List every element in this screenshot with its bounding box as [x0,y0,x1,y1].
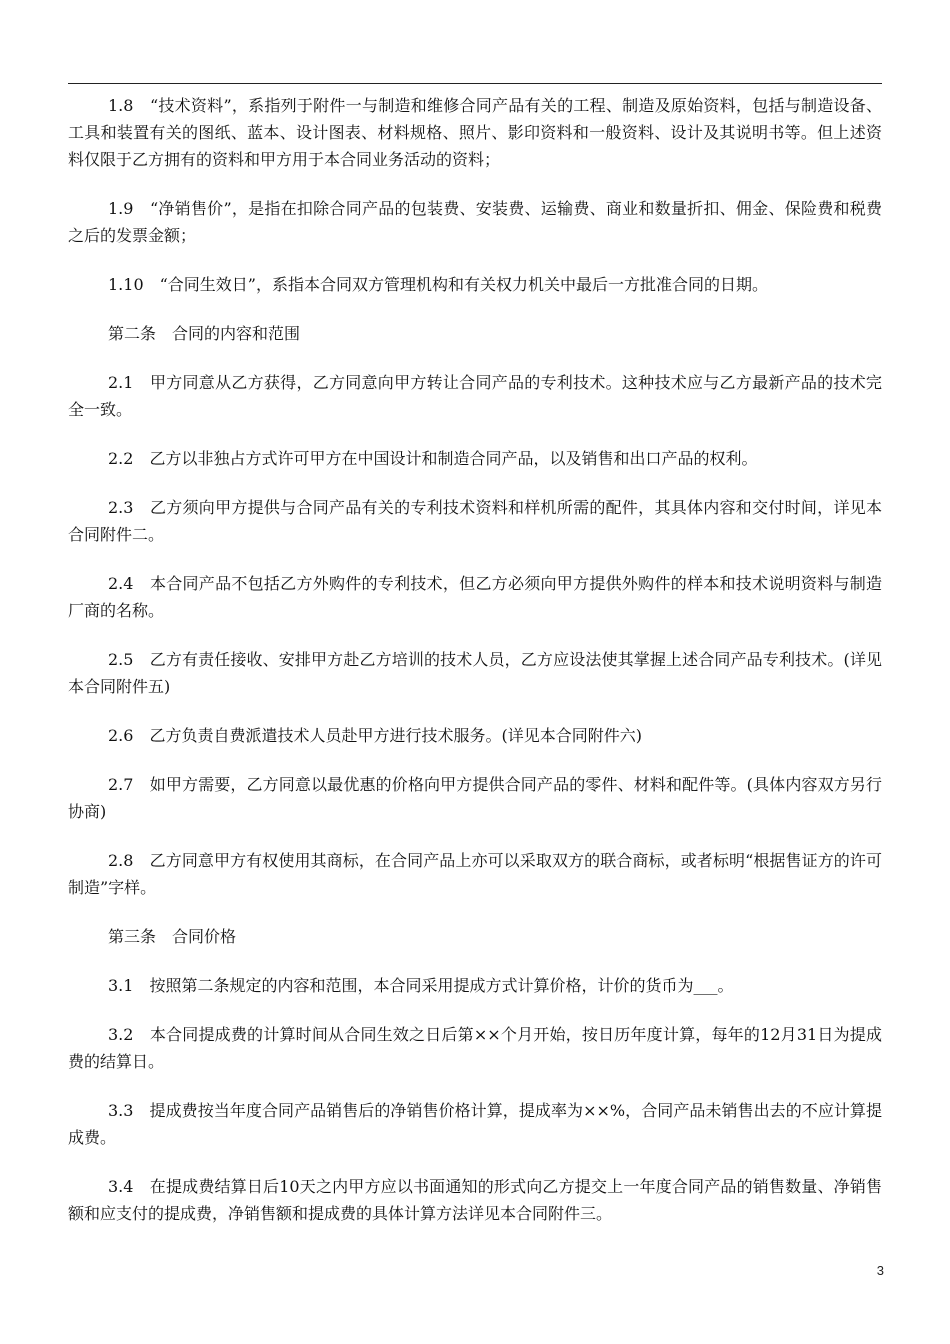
clause-2-3: 2.3 乙方须向甲方提供与合同产品有关的专利技术资料和样机所需的配件，其具体内容和交付时间，详见本合同附件二。 [68,498,882,544]
clause-3-4: 3.4 在提成费结算日后10天之内甲方应以书面通知的形式向乙方提交上一年度合同产品的销售数量、净销售额和应支付的提成费，净销售额和提成费的具体计算方法详见本合同附件三。 [68,1177,882,1223]
clause-1-8: 1.8 “技术资料”，系指列于附件一与制造和维修合同产品有关的工程、制造及原始资料，包括与制造设备、工具和装置有关的图纸、蓝本、设计图表、材料规格、照片、影印资料和一般资料、设计及其说明书等。但上述资料仅限于乙方拥有的资料和甲方用于本合同业务活动的资料； [68,96,882,169]
article-2-heading: 第二条 合同的内容和范围 [108,324,301,343]
document-body [68,92,882,1249]
clause-2-7: 2.7 如甲方需要，乙方同意以最优惠的价格向甲方提供合同产品的零件、材料和配件等。(具体内容双方另行协商) [68,775,882,821]
clause-3-1: 3.1 按照第二条规定的内容和范围，本合同采用提成方式计算价格，计价的货币为___。 [108,976,734,995]
clause-2-2: 2.2 乙方以非独占方式许可甲方在中国设计和制造合同产品，以及销售和出口产品的权利。 [108,449,758,468]
clause-2-1: 2.1 甲方同意从乙方获得，乙方同意向甲方转让合同产品的专利技术。这种技术应与乙方最新产品的技术完全一致。 [68,373,882,419]
clause-2-8: 2.8 乙方同意甲方有权使用其商标，在合同产品上亦可以采取双方的联合商标，或者标明“根据售证方的许可制造”字样。 [68,851,882,897]
clause-2-6: 2.6 乙方负责自费派遣技术人员赴甲方进行技术服务。(详见本合同附件六) [108,726,642,745]
page-number: 3 [876,1263,884,1278]
clause-3-3: 3.3 提成费按当年度合同产品销售后的净销售价格计算，提成率为××%，合同产品未销售出去的不应计算提成费。 [68,1101,882,1147]
clause-3-2: 3.2 本合同提成费的计算时间从合同生效之日后第××个月开始，按日历年度计算，每年的12月31日为提成费的结算日。 [68,1025,882,1071]
article-3-heading: 第三条 合同价格 [108,927,237,946]
clause-1-9: 1.9 “净销售价”，是指在扣除合同产品的包装费、安装费、运输费、商业和数量折扣、佣金、保险费和税费之后的发票金额； [68,199,882,245]
clause-1-10: 1.10 “合同生效日”，系指本合同双方管理机构和有关权力机关中最后一方批准合同的日期。 [108,275,768,294]
clause-2-4: 2.4 本合同产品不包括乙方外购件的专利技术，但乙方必须向甲方提供外购件的样本和技术说明资料与制造厂商的名称。 [68,574,882,620]
header-rule [68,83,882,84]
clause-2-5: 2.5 乙方有责任接收、安排甲方赴乙方培训的技术人员，乙方应设法使其掌握上述合同产品专利技术。(详见本合同附件五) [68,650,882,696]
